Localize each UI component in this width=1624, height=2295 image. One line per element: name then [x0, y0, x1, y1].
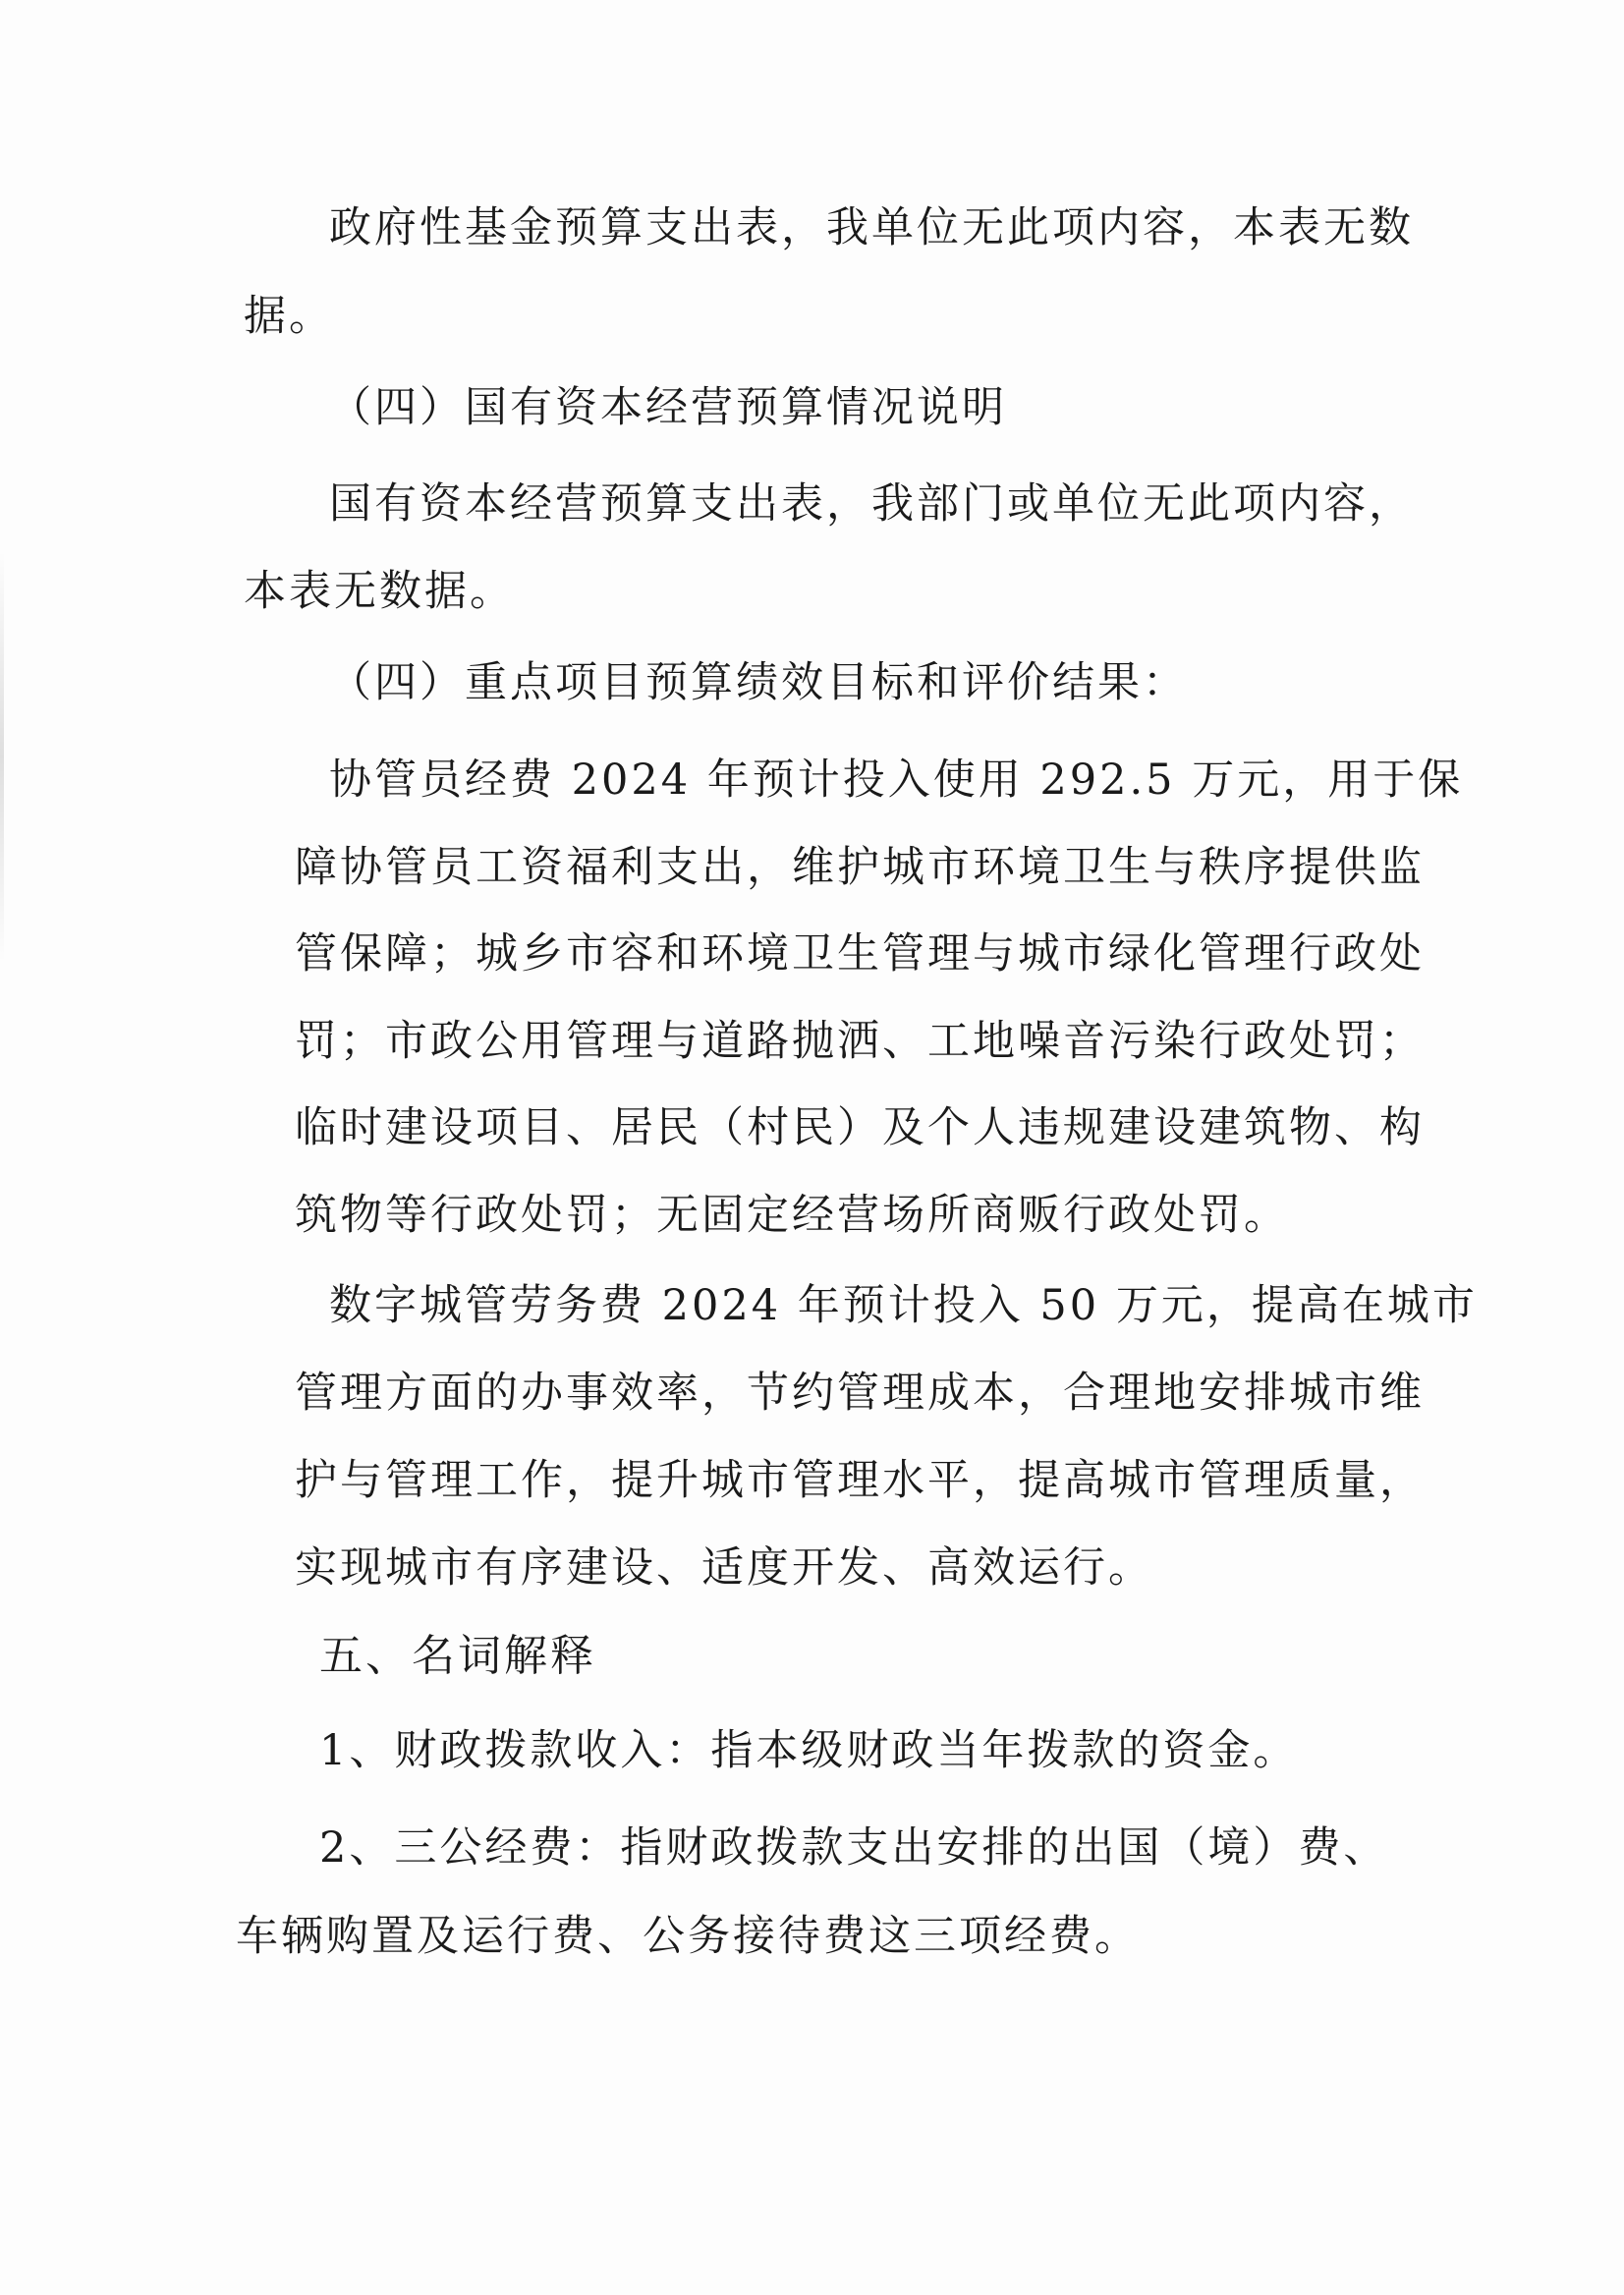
- key-project-heading: （四）重点项目预算绩效目标和评价结果：: [329, 658, 1188, 707]
- digital-city-paragraph-line-2: 管理方面的办事效率，节约管理成本，合理地安排城市维: [295, 1369, 1425, 1418]
- digital-city-paragraph-line-3: 护与管理工作，提升城市管理水平，提高城市管理质量，: [295, 1456, 1425, 1505]
- coordinator-paragraph-line-4: 罚；市政公用管理与道路抛洒、工地噪音污染行政处罚；: [295, 1017, 1425, 1066]
- gov-fund-paragraph-line-2: 据。: [244, 292, 334, 341]
- digital-city-paragraph-line-1: 数字城管劳务费 2024 年预计投入 50 万元，提高在城市: [329, 1281, 1478, 1330]
- coordinator-paragraph-line-6: 筑物等行政处罚；无固定经营场所商贩行政处罚。: [295, 1191, 1289, 1240]
- glossary-item-2-line-2: 车辆购置及运行费、公务接待费这三项经费。: [236, 1912, 1140, 1961]
- state-capital-heading: （四）国有资本经营预算情况说明: [329, 383, 1007, 432]
- gov-fund-paragraph-line-1: 政府性基金预算支出表，我单位无此项内容，本表无数: [329, 203, 1414, 252]
- coordinator-paragraph-line-2: 障协管员工资福利支出，维护城市环境卫生与秩序提供监: [295, 843, 1425, 892]
- coordinator-paragraph-line-5: 临时建设项目、居民（村民）及个人违规建设建筑物、构: [295, 1103, 1425, 1152]
- coordinator-paragraph-line-3: 管保障；城乡市容和环境卫生管理与城市绿化管理行政处: [295, 929, 1425, 979]
- state-capital-paragraph-line-2: 本表无数据。: [244, 567, 515, 616]
- glossary-item-1: 1、财政拨款收入：指本级财政当年拨款的资金。: [319, 1726, 1299, 1775]
- digital-city-paragraph-line-4: 实现城市有序建设、适度开发、高效运行。: [295, 1543, 1153, 1593]
- glossary-item-2-line-1: 2、三公经费：指财政拨款支出安排的出国（境）费、: [319, 1823, 1389, 1873]
- state-capital-paragraph-line-1: 国有资本经营预算支出表，我部门或单位无此项内容，: [329, 479, 1414, 529]
- coordinator-paragraph-line-1: 协管员经费 2024 年预计投入使用 292.5 万元，用于保: [329, 756, 1464, 805]
- glossary-heading: 五、名词解释: [319, 1631, 596, 1681]
- scan-edge-shadow: [0, 550, 4, 963]
